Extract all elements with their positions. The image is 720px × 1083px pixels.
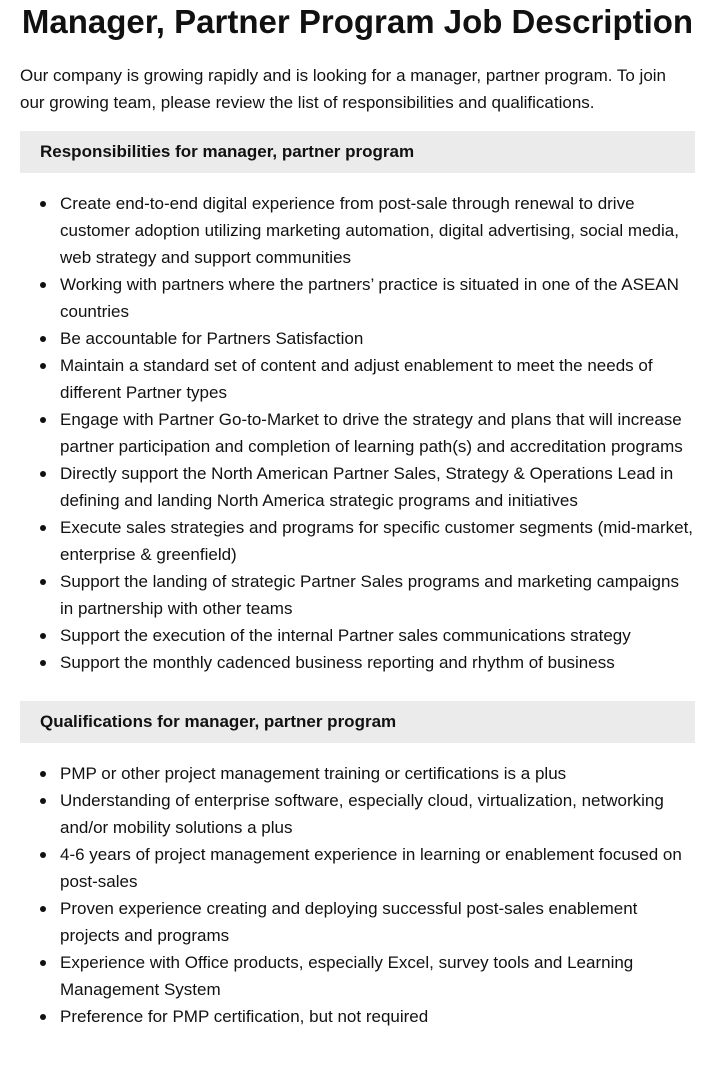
intro-paragraph: Our company is growing rapidly and is looking for a manager, partner program. To join our growing team, please review the list of responsibilities and qualifications. — [20, 66, 667, 112]
page-title: Manager, Partner Program Job Description — [21, 3, 694, 40]
bullet-icon — [40, 336, 46, 342]
list-item — [20, 949, 695, 1003]
bullet-icon — [40, 852, 46, 858]
list-item-text: 4-6 years of project management experience in learning or enablement focused on post-sales — [60, 845, 682, 891]
list-item-text: Support the execution of the internal Partner sales communications strategy — [60, 626, 631, 645]
list-item — [20, 1003, 695, 1030]
list-item-text: PMP or other project management training or certifications is a plus — [60, 764, 567, 783]
list-item — [20, 841, 695, 895]
bullet-icon — [40, 417, 46, 423]
bullet-icon — [40, 471, 46, 477]
bullet-icon — [40, 363, 46, 369]
bullet-icon — [40, 798, 46, 804]
list-item-text: Execute sales strategies and programs for specific customer segments (mid-market, enterprise & greenfield) — [60, 518, 694, 564]
bullet-icon — [40, 201, 46, 207]
list-item-text: Be accountable for Partners Satisfaction — [60, 329, 364, 348]
list-item — [20, 271, 695, 325]
responsibilities-list — [20, 190, 695, 676]
list-item — [20, 190, 695, 271]
list-item-text: Create end-to-end digital experience from post-sale through renewal to drive customer adoption utilizing marketing automation, digital advertising, social media, web strategy and support communities — [60, 194, 679, 267]
list-item-text: Support the monthly cadenced business reporting and rhythm of business — [60, 653, 615, 672]
bullet-icon — [40, 960, 46, 966]
bullet-icon — [40, 906, 46, 912]
list-item — [20, 514, 695, 568]
bullet-icon — [40, 579, 46, 585]
bullet-icon — [40, 771, 46, 777]
list-item-text: Experience with Office products, especially Excel, survey tools and Learning Management System — [60, 953, 634, 999]
list-item-text: Understanding of enterprise software, especially cloud, virtualization, networking and/or mobility solutions a plus — [60, 791, 664, 837]
list-item-text: Support the landing of strategic Partner Sales programs and marketing campaigns in partnership with other teams — [60, 572, 679, 618]
bullet-icon — [40, 1014, 46, 1020]
section-spacer — [20, 676, 695, 686]
list-item — [20, 895, 695, 949]
list-item — [20, 760, 695, 787]
list-item-text: Maintain a standard set of content and adjust enablement to meet the needs of different Partner types — [60, 356, 653, 402]
list-item-text: Engage with Partner Go-to-Market to drive the strategy and plans that will increase partner participation and completion of learning path(s) and accreditation programs — [60, 410, 683, 456]
list-item — [20, 406, 695, 460]
bullet-icon — [40, 660, 46, 666]
list-item — [20, 460, 695, 514]
bullet-icon — [40, 282, 46, 288]
list-item-text: Proven experience creating and deploying successful post-sales enablement projects and programs — [60, 899, 638, 945]
list-item-text: Working with partners where the partners’ practice is situated in one of the ASEAN countries — [60, 275, 679, 321]
list-item — [20, 568, 695, 622]
responsibilities-heading: Responsibilities for manager, partner program — [20, 131, 695, 173]
bullet-icon — [40, 525, 46, 531]
qualifications-heading: Qualifications for manager, partner program — [20, 701, 695, 743]
list-item — [20, 787, 695, 841]
bullet-icon — [40, 633, 46, 639]
list-item — [20, 352, 695, 406]
list-item — [20, 622, 695, 649]
list-item — [20, 649, 695, 676]
list-item — [20, 325, 695, 352]
qualifications-list — [20, 760, 695, 1030]
list-item-text: Directly support the North American Partner Sales, Strategy & Operations Lead in defining and landing North America strategic programs and initiatives — [60, 464, 674, 510]
list-item-text: Preference for PMP certification, but not required — [60, 1007, 429, 1026]
